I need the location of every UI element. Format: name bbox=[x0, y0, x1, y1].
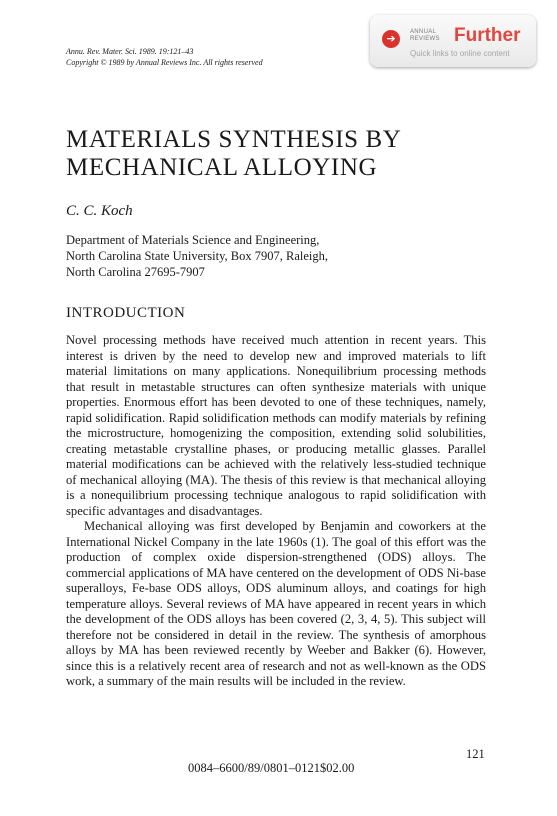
article-author: C. C. Koch bbox=[66, 203, 133, 219]
badge-tagline: Quick links to online content bbox=[410, 49, 510, 58]
article-title: MATERIALS SYNTHESIS BY MECHANICAL ALLOYING bbox=[66, 126, 401, 181]
further-link-badge[interactable] bbox=[370, 15, 536, 67]
badge-further-word: Further bbox=[454, 25, 521, 46]
price-code: 0084–6600/89/0801–0121$02.00 bbox=[188, 761, 355, 775]
affiliation-line: Department of Materials Science and Engineering, bbox=[66, 233, 320, 247]
affiliation-line: North Carolina 27695-7907 bbox=[66, 265, 205, 279]
copyright-notice: Copyright © 1989 by Annual Reviews Inc. All rights reserved bbox=[66, 58, 263, 67]
badge-publisher: ANNUAL REVIEWS bbox=[410, 29, 440, 42]
page-number: 121 bbox=[466, 747, 485, 761]
affiliation-line: North Carolina State University, Box 7907, Raleigh, bbox=[66, 249, 328, 263]
journal-citation: Annu. Rev. Mater. Sci. 1989. 19:121–43 bbox=[66, 47, 194, 56]
journal-header bbox=[66, 46, 263, 68]
circle-arrow-icon: ➔ bbox=[382, 30, 400, 48]
introduction-body bbox=[66, 333, 486, 690]
body-paragraph: Mechanical alloying was first developed by Benjamin and coworkers at the International Nickel Company in the late 1960s (1). The goal of this effort was the production of complex oxide dispersion-strengthened (ODS) alloys. The commercial applications of MA have centered on the development of ODS Ni-base superalloys, Fe-base ODS alloys, ODS aluminum alloys, and coatings for high temperature alloys. Several reviews of MA have appeared in recent years in which the development of the ODS alloys has been covered (2, 3, 4, 5). This subject will therefore not be considered in detail in the review. The synthesis of amorphous alloys by MA has been reviewed recently by Weeber and Bakker (6). However, since this is a relatively recent area of research and not as well-known as the ODS work, a summary of the main results will be included in the review. bbox=[66, 519, 486, 688]
body-paragraph: Novel processing methods have received much attention in recent years. This interest is driven by the need to develop new and improved materials to lift material limitations on many applications. Nonequilibrium processing methods that result in metastable structures can often synthesize materials with unique properties. Enormous effort has been devoted to one of these techniques, namely, rapid solidification. Rapid solidification methods can modify materials by refining the microstructure, homogenizing the composition, extending solid solubilities, creating metastable crystalline phases, or producing metallic glasses. Parallel material modifications can be achieved with the relatively less-studied technique of mechanical alloying (MA). The thesis of this review is that mechanical alloying is a nonequilibrium processing technique analogous to rapid solidification with specific advantages and disadvantages. bbox=[66, 333, 486, 518]
author-affiliation bbox=[66, 232, 328, 280]
section-heading-introduction: INTRODUCTION bbox=[66, 305, 186, 321]
